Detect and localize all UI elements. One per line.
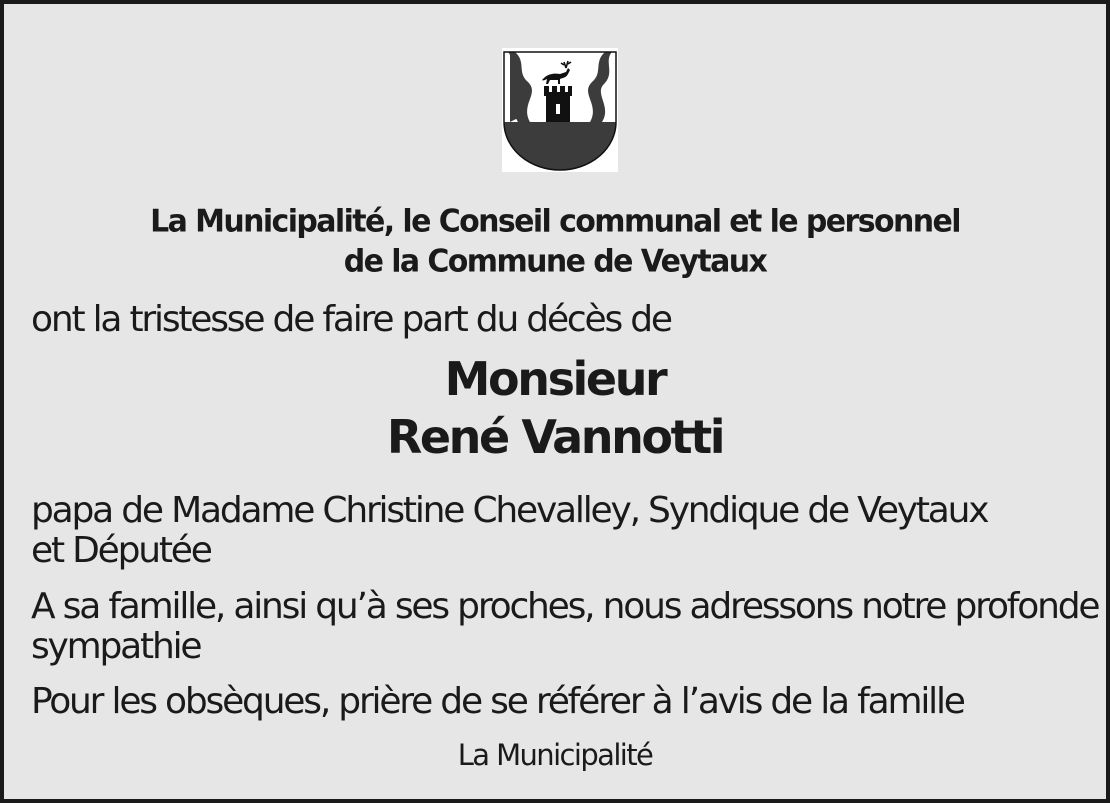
- notice-header: [4, 202, 1106, 282]
- sympathy-line-1: A sa famille, ainsi qu’à ses proches, nous adressons notre profonde: [31, 586, 1099, 627]
- intro-text: ont la tristesse de faire part du décès de: [31, 299, 671, 340]
- relation-line-2: et Députée: [31, 530, 211, 571]
- header-line-2: de la Commune de Veytaux: [343, 243, 767, 280]
- coat-of-arms-icon: [502, 48, 618, 172]
- funeral-text: Pour les obsèques, prière de se référer à l’avis de la famille: [31, 681, 964, 722]
- header-line-1: La Municipalité, le Conseil communal et le personnel: [150, 203, 960, 240]
- deceased-title: Monsieur: [444, 352, 666, 406]
- relation-line-1: papa de Madame Christine Chevalley, Syndique de Veytaux: [31, 490, 988, 531]
- sympathy-line-2: sympathie: [31, 626, 201, 667]
- sympathy-text: [31, 587, 1098, 667]
- signature: La Municipalité: [457, 738, 653, 772]
- deceased-block: [4, 350, 1106, 466]
- relation-text: [31, 491, 987, 571]
- deceased-name: René Vannotti: [386, 410, 724, 464]
